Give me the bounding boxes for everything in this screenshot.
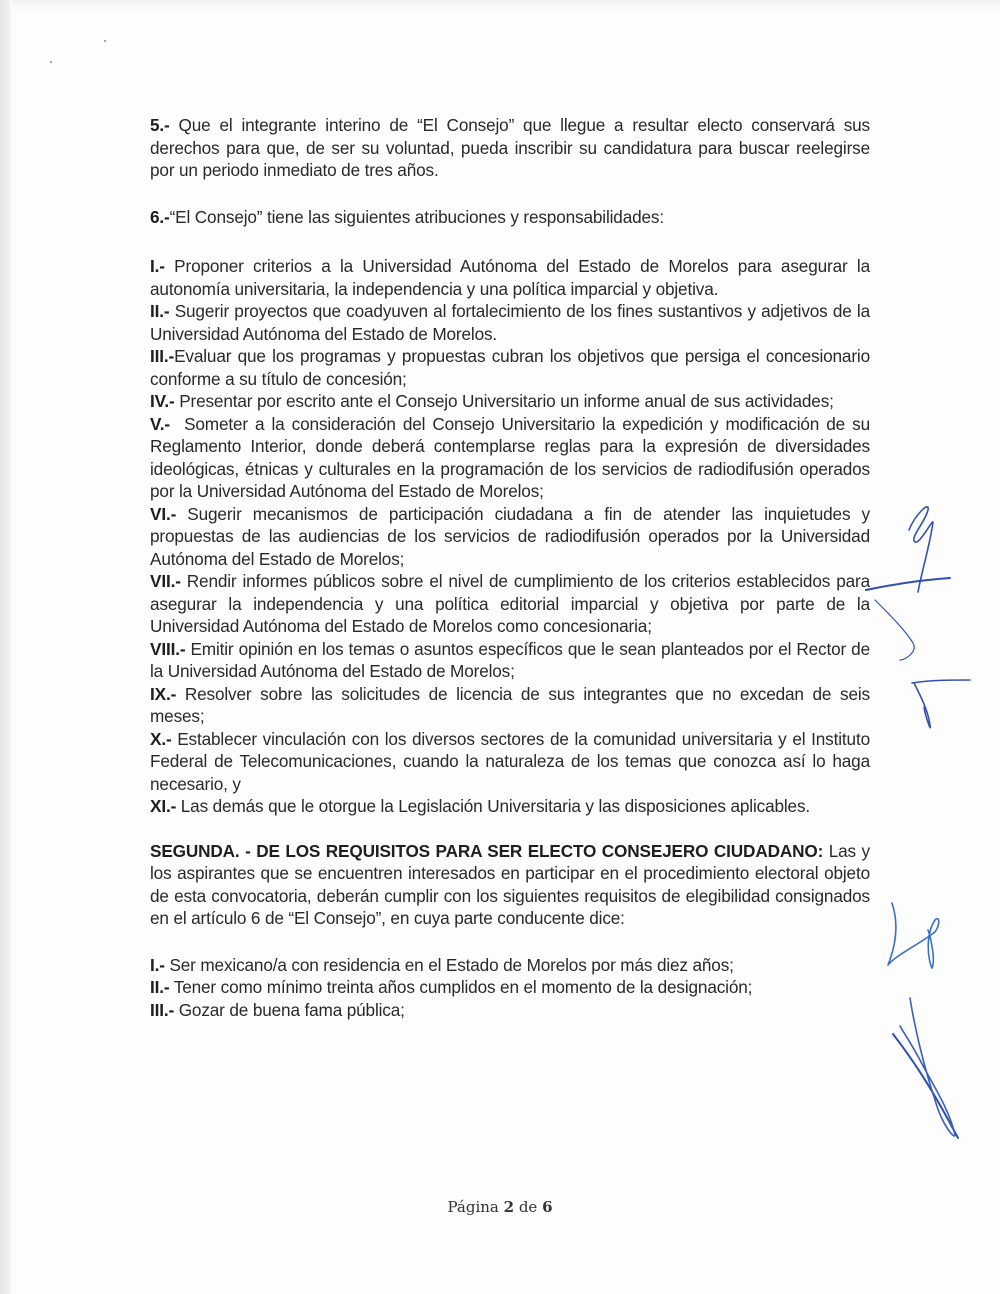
item-numeral: VI.- <box>150 503 177 524</box>
clause-heading: SEGUNDA. - DE LOS REQUISITOS PARA SER ELECTO CONSEJERO CIUDADANO: <box>150 840 824 861</box>
item-numeral: IX.- <box>150 683 177 704</box>
item-numeral: II.- <box>150 301 170 321</box>
signature-initial <box>875 600 914 660</box>
signature-initial <box>900 998 955 1136</box>
scan-speck <box>104 40 106 42</box>
footer-label: Página <box>447 1198 504 1216</box>
item-numeral: VIII.- <box>150 638 186 659</box>
paragraph-number: 5.- <box>150 115 170 135</box>
paragraph-6 <box>150 206 870 229</box>
item-numeral: IV.- <box>150 391 175 411</box>
document-body <box>150 114 875 1021</box>
atribucion-item <box>150 795 870 818</box>
total-pages: 6 <box>542 1198 553 1216</box>
signature-initial <box>909 507 933 592</box>
atribucion-item <box>150 570 870 638</box>
item-numeral: II.- <box>150 977 170 997</box>
item-numeral: III.- <box>150 999 175 1020</box>
item-text: Presentar por escrito ante el Consejo Universitario un informe anual de sus actividades; <box>174 391 834 411</box>
paragraph-text: Que el integrante interino de “El Consejo” que llegue a resultar electo conservará sus derechos para que, de ser su voluntad, pueda inscribir su candidatura para buscar reelegirse por un periodo inmediato de tres años. <box>150 115 870 180</box>
item-text: Establecer vinculación con los diversos sectores de la comunidad universitaria y el Instituto Federal de Telecomunicaciones, cuando la naturaleza de los temas que conozca así lo haga necesario, y <box>150 728 870 794</box>
item-text: Sugerir proyectos que coadyuven al fortalecimiento de los fines sustantivos y adjetivos de la Universidad Autónoma del Estado de Morelos. <box>150 301 870 344</box>
atribuciones-list <box>150 255 875 818</box>
item-text: Gozar de buena fama pública; <box>174 999 405 1020</box>
signature-initial <box>888 903 939 968</box>
item-text: Tener como mínimo treinta años cumplidos en el momento de la designación; <box>169 977 753 997</box>
item-text: Rendir informes públicos sobre el nivel de cumplimiento de los criterios establecidos para asegurar la independencia y una política editorial imparcial y objetiva por parte de la Universidad Autónoma del Estado de Morelos como concesionaria; <box>150 571 870 636</box>
requisito-item <box>150 976 870 999</box>
atribucion-item <box>150 413 875 503</box>
atribucion-item <box>150 390 870 413</box>
requisito-item <box>150 954 870 977</box>
atribucion-item <box>150 503 870 571</box>
footer-separator: de <box>514 1198 543 1216</box>
item-numeral: VII.- <box>150 571 181 591</box>
atribucion-item <box>150 728 870 796</box>
atribucion-item <box>150 683 870 728</box>
item-text: Someter a la consideración del Consejo Universitario la expedición y modificación de su Reglamento Interior, donde deberá contemplarse reglas para la expresión de diversidades ideológicas, étnicas y culturales en la programación de los servicios de radiodifusión operados por la Universidad Autónoma del Estado de Morelos; <box>150 413 875 501</box>
paragraph-text: “El Consejo” tiene las siguientes atribuciones y responsabilidades: <box>169 206 665 227</box>
paragraph-number: 6.- <box>150 206 170 227</box>
atribucion-item <box>150 300 870 345</box>
item-text: Ser mexicano/a con residencia en el Estado de Morelos por más diez años; <box>164 954 734 975</box>
atribucion-item <box>150 345 870 390</box>
requisito-item <box>150 999 870 1022</box>
item-text: Resolver sobre las solicitudes de licencia de sus integrantes que no excedan de seis meses; <box>150 683 870 726</box>
item-text: Sugerir mecanismos de participación ciudadana a fin de atender las inquietudes y propuestas de las audiencias de los servicios de radiodifusión operados por la Universidad Autónoma del Estado de Morelos; <box>150 503 870 569</box>
atribucion-item <box>150 638 870 683</box>
signature-initial <box>866 578 950 590</box>
item-numeral: V.- <box>150 413 170 434</box>
scan-speck <box>50 61 52 63</box>
atribucion-item <box>150 255 870 300</box>
scan-edge-shadow <box>0 0 12 1294</box>
clause-text: Las y los aspirantes que se encuentren interesados en participar en el procedimiento electoral objeto de esta convocatoria, deberán cumplir con los siguientes requisitos de elegibilidad consignados en el artículo 6 de “El Consejo”, en cuya parte conducente dice: <box>150 840 870 928</box>
scan-top-shadow <box>12 0 1000 10</box>
requisitos-list <box>150 954 870 1022</box>
item-numeral: X.- <box>150 728 172 749</box>
page-number-footer <box>0 1198 1000 1216</box>
item-text: Evaluar que los programas y propuestas cubran los objetivos que persiga el concesionario conforme a su título de concesión; <box>150 346 870 389</box>
segunda-clause <box>150 840 870 930</box>
paragraph-5 <box>150 114 870 182</box>
item-numeral: III.- <box>150 346 175 366</box>
signature-initial <box>912 680 970 728</box>
signature-initial <box>893 1034 958 1138</box>
item-numeral: XI.- <box>150 796 177 816</box>
item-text: Emitir opinión en los temas o asuntos específicos que le sean planteados por el Rector de la Universidad Autónoma del Estado de Morelos; <box>150 638 870 681</box>
item-text: Proponer criterios a la Universidad Autónoma del Estado de Morelos para asegurar la autonomía universitaria, la independencia y una política imparcial y objetiva. <box>150 256 870 299</box>
item-text: Las demás que le otorgue la Legislación Universitaria y las disposiciones aplicables. <box>176 796 811 816</box>
item-numeral: I.- <box>150 256 165 276</box>
current-page: 2 <box>503 1198 515 1216</box>
item-numeral: I.- <box>150 954 165 975</box>
